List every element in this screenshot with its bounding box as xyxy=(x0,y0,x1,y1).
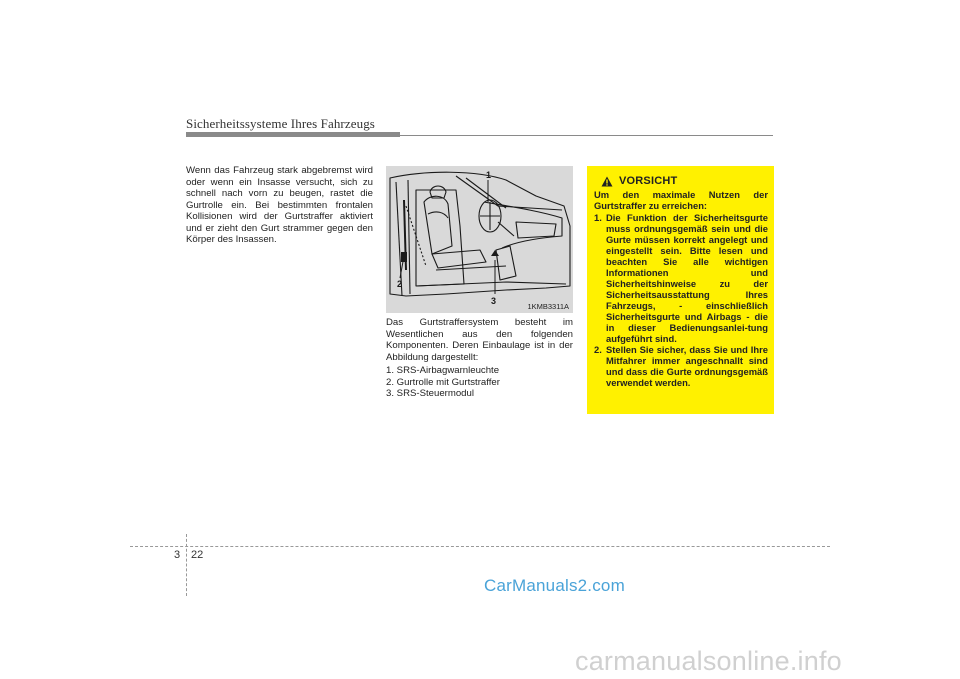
warning-item-number: 2. xyxy=(594,344,602,355)
warning-triangle-icon xyxy=(601,176,613,187)
component-item-1: 1. SRS-Airbagwarnleuchte xyxy=(386,365,500,376)
warning-item-2 xyxy=(594,344,768,388)
warning-item-text: Stellen Sie sicher, dass Sie und Ihre Mitfahrer immer angeschnallt sind und dass die Gurte ordnungsgemäß verwendet werden. xyxy=(606,344,768,388)
warning-item-1 xyxy=(594,212,768,344)
warning-title: VORSICHT xyxy=(619,175,678,187)
footer-rule xyxy=(130,546,830,547)
seatbelt-pretensioner-figure xyxy=(386,166,573,313)
callout-3: 3 xyxy=(491,296,497,306)
warning-box xyxy=(587,166,774,414)
figure-code: 1KMB3311A xyxy=(527,302,569,311)
warning-item-number: 1. xyxy=(594,212,602,223)
car-interior-illustration xyxy=(386,166,573,313)
left-column-text: Wenn das Fahrzeug stark abgebremst wird oder wenn ein Insasse versucht, sich zu schnell nach vorn zu beugen, rastet die Gurtrolle ein. Bei bestimmten frontalen Kollisionen wird der Gurtstraffer aktiviert und er zieht den Gurt strammer gegen den Körper des Insassen. xyxy=(186,165,373,245)
callout-1: 1 xyxy=(486,170,492,180)
callout-2: 2 xyxy=(397,279,403,289)
component-item-2: 2. Gurtrolle mit Gurtstraffer xyxy=(386,376,500,388)
header-bar xyxy=(186,132,400,137)
warning-header xyxy=(601,176,768,187)
middle-column xyxy=(386,317,573,400)
warning-intro: Um den maximale Nutzen der Gurtstraffer zu erreichen: xyxy=(594,189,768,211)
watermark-carmanuals2[interactable]: CarManuals2.com xyxy=(484,576,625,595)
page-header-title: Sicherheitssysteme Ihres Fahrzeugs xyxy=(186,116,375,131)
page-number: 22 xyxy=(191,549,204,561)
watermark-carmanualsonline[interactable]: carmanualsonline.info xyxy=(575,646,842,676)
page-chapter: 3 xyxy=(174,549,181,561)
footer-vertical-rule xyxy=(186,534,187,596)
components-intro: Das Gurtstraffersystem besteht im Wesentlichen aus den folgenden Komponenten. Deren Einbaulage ist in der Abbildung dargestellt: xyxy=(386,317,573,363)
header-rule xyxy=(400,135,773,136)
component-item-3: 3. SRS-Steuermodul xyxy=(386,388,474,399)
warning-item-text: Die Funktion der Sicherheitsgurte muss ordnungsgemäß sein und die Gurte müssen korrekt angelegt und eingestellt sein. Bitte lesen und beachten Sie alle wichtigen Informationen und Sicherheitshinweise zu der Sicherheitsausstattung Ihres Fahrzeugs, - einschließlich Sicherheitsgurte und Airbags - die in dieser Bedienungsanlei-tung aufgeführt sind. xyxy=(606,212,768,344)
